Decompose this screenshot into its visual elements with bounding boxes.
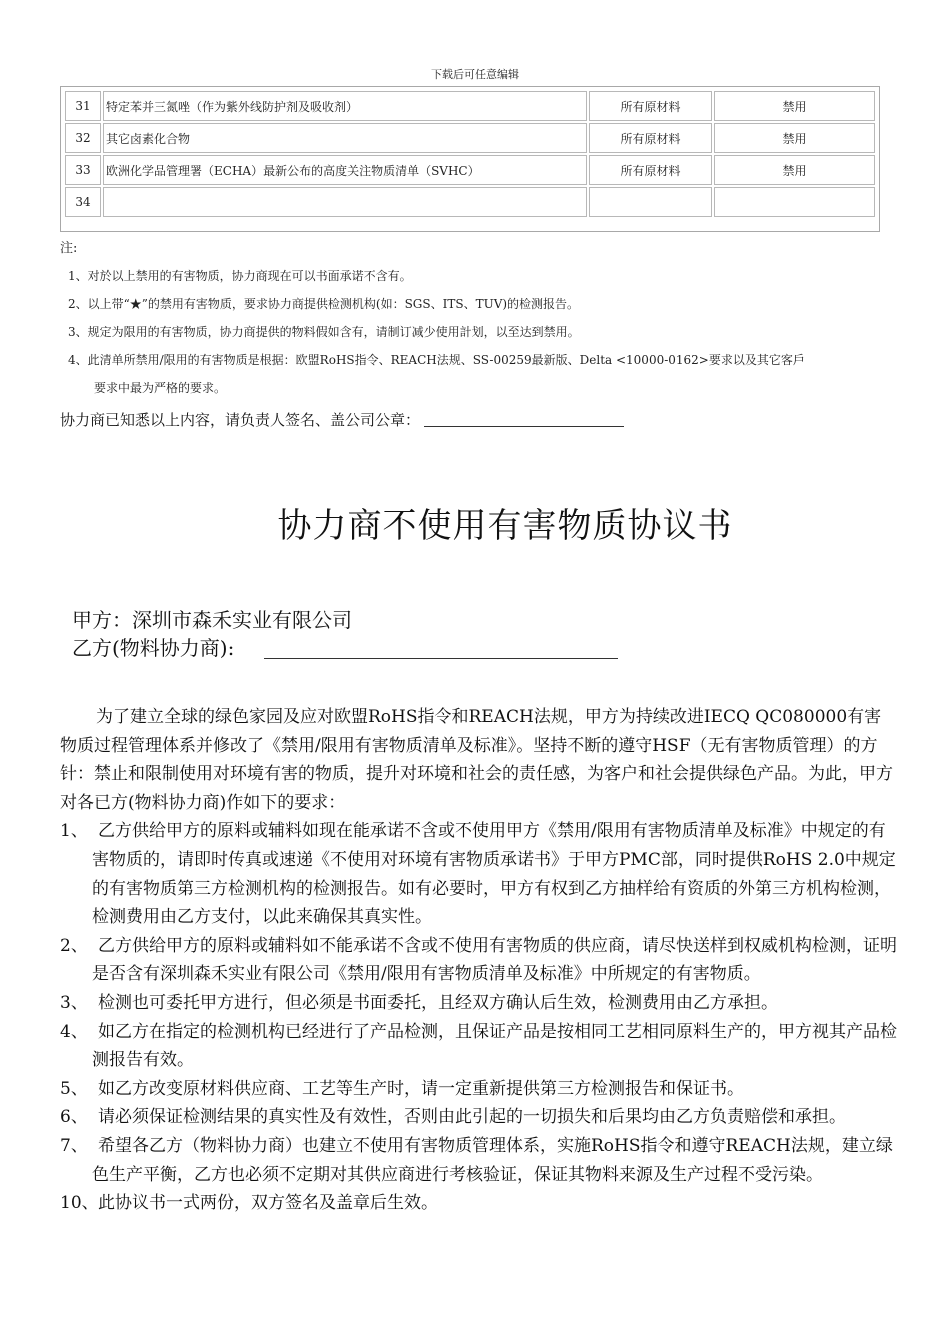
item-number: 10、 <box>60 1193 99 1214</box>
table-row <box>65 123 875 153</box>
applicable-scope: 所有原材料 <box>589 123 712 153</box>
table-row <box>65 187 875 217</box>
agreement-item <box>60 1018 898 1075</box>
restriction-status: 禁用 <box>714 91 875 121</box>
note-item: 1、对於以上禁用的有害物质，协力商现在可以书面承诺不含有。 <box>68 269 412 283</box>
item-text: 乙方供给甲方的原料或辅料如现在能承诺不含或不使用甲方《禁用/限用有害物质清单及标准》中规定的有害物质的，请即时传真或速递《不使用对环境有害物质承诺书》于甲方PMC部，同时提供RoHS 2.0中规定的有害物质第三方检测机构的检测报告。如有必要时，甲方有权到乙方抽样给有资质的外第三方机构检测，检测费用由乙方支付，以此来确保其真实性。 <box>92 821 896 928</box>
item-number: 1、 <box>60 821 88 842</box>
agreement-item <box>60 1189 898 1218</box>
party-a: 甲方：深圳市森禾实业有限公司 <box>72 608 352 632</box>
substance-name: 欧洲化学品管理署（ECHA）最新公布的高度关注物质清单（SVHC） <box>103 155 587 185</box>
substance-name: 特定苯并三氮唑（作为紫外线防护剂及吸收剂） <box>103 91 587 121</box>
agreement-intro: 为了建立全球的绿色家园及应对欧盟RoHS指令和REACH法规，甲方为持续改进IECQ QC080000有害物质过程管理体系并修改了《禁用/限用有害物质清单及标准》。坚持不断的遵守HSF（无有害物质管理）的方针：禁止和限制使用对环境有害的物质，提升对环境和社会的责任感，为客户和社会提供绿色产品。为此，甲方对各已方(物料协力商)作如下的要求： <box>60 707 893 813</box>
note-item: 3、规定为限用的有害物质，协力商提供的物料假如含有，请制订减少使用計划，以至达到禁用。 <box>68 325 580 339</box>
item-text: 此协议书一式两份，双方签名及盖章后生效。 <box>98 1193 438 1214</box>
item-text: 如乙方在指定的检测机构已经进行了产品检测，且保证产品是按相同工艺相同原料生产的，甲方视其产品检测报告有效。 <box>92 1021 897 1071</box>
agreement-body <box>60 703 898 1218</box>
party-b-row <box>72 634 618 662</box>
item-text: 乙方供给甲方的原料或辅料如不能承诺不含或不使用有害物质的供应商，请尽快送样到权威机构检测，证明是否含有深圳森禾实业有限公司《禁用/限用有害物质清单及标准》中所规定的有害物质。 <box>92 935 897 985</box>
item-number: 4、 <box>60 1021 88 1042</box>
restriction-status: 禁用 <box>714 123 875 153</box>
item-text: 检测也可委托甲方进行，但必须是书面委托，且经双方确认后生效，检测费用由乙方承担。 <box>98 992 778 1013</box>
party-b-signature-line <box>264 638 618 659</box>
notes-section <box>60 237 900 402</box>
row-number: 33 <box>65 155 101 185</box>
substance-name: 其它卤素化合物 <box>103 123 587 153</box>
page-header: 下载后可任意编辑 <box>431 68 519 81</box>
item-number: 6、 <box>60 1107 88 1128</box>
note-item: 4、此清单所禁用/限用的有害物质是根据：欧盟RoHS指令、REACH法规、SS-00259最新版、Delta <10000-0162>要求以及其它客戶 <box>68 353 805 367</box>
item-text: 请必须保证检测结果的真实性及有效性，否则由此引起的一切损失和后果均由乙方负责赔偿和承担。 <box>98 1107 846 1128</box>
document-title: 协力商不使用有害物质协议书 <box>277 506 733 546</box>
row-number: 34 <box>65 187 101 217</box>
parties-block <box>72 606 618 662</box>
signature-line <box>424 412 624 427</box>
restriction-status: 禁用 <box>714 155 875 185</box>
row-number: 31 <box>65 91 101 121</box>
agreement-item <box>60 989 898 1018</box>
table-row <box>65 91 875 121</box>
substance-name <box>103 187 587 217</box>
row-number: 32 <box>65 123 101 153</box>
party-b: 乙方(物料协力商): <box>72 636 235 660</box>
acknowledgement-text: 协力商已知悉以上内容，请负责人签名、盖公司公章： <box>60 411 421 429</box>
note-item-continuation-text: 要求中最为严格的要求。 <box>94 381 227 395</box>
item-number: 7、 <box>60 1135 88 1156</box>
agreement-item <box>60 1075 898 1104</box>
applicable-scope: 所有原材料 <box>589 91 712 121</box>
note-item: 2、以上带“★”的禁用有害物质，要求协力商提供检测机构(如：SGS、ITS、TUV)的检测报告。 <box>68 297 580 311</box>
applicable-scope: 所有原材料 <box>589 155 712 185</box>
applicable-scope <box>589 187 712 217</box>
restriction-status <box>714 187 875 217</box>
table-row <box>65 155 875 185</box>
substance-table <box>60 86 880 232</box>
item-number: 2、 <box>60 935 88 956</box>
supplier-acknowledgement <box>60 409 624 430</box>
agreement-item <box>60 1132 898 1189</box>
item-text: 希望各乙方（物料协力商）也建立不使用有害物质管理体系，实施RoHS指令和遵守REACH法规，建立绿色生产平衡，乙方也必须不定期对其供应商进行考核验证，保证其物料来源及生产过程不受污染。 <box>92 1135 893 1185</box>
item-number: 5、 <box>60 1078 88 1099</box>
agreement-item <box>60 817 898 931</box>
agreement-item <box>60 932 898 989</box>
note-item-continuation <box>60 374 900 402</box>
agreement-item <box>60 1103 898 1132</box>
notes-label: 注: <box>60 241 78 256</box>
item-text: 如乙方改变原材料供应商、工艺等生产时，请一定重新提供第三方检测报告和保证书。 <box>98 1078 744 1099</box>
item-number: 3、 <box>60 992 88 1013</box>
